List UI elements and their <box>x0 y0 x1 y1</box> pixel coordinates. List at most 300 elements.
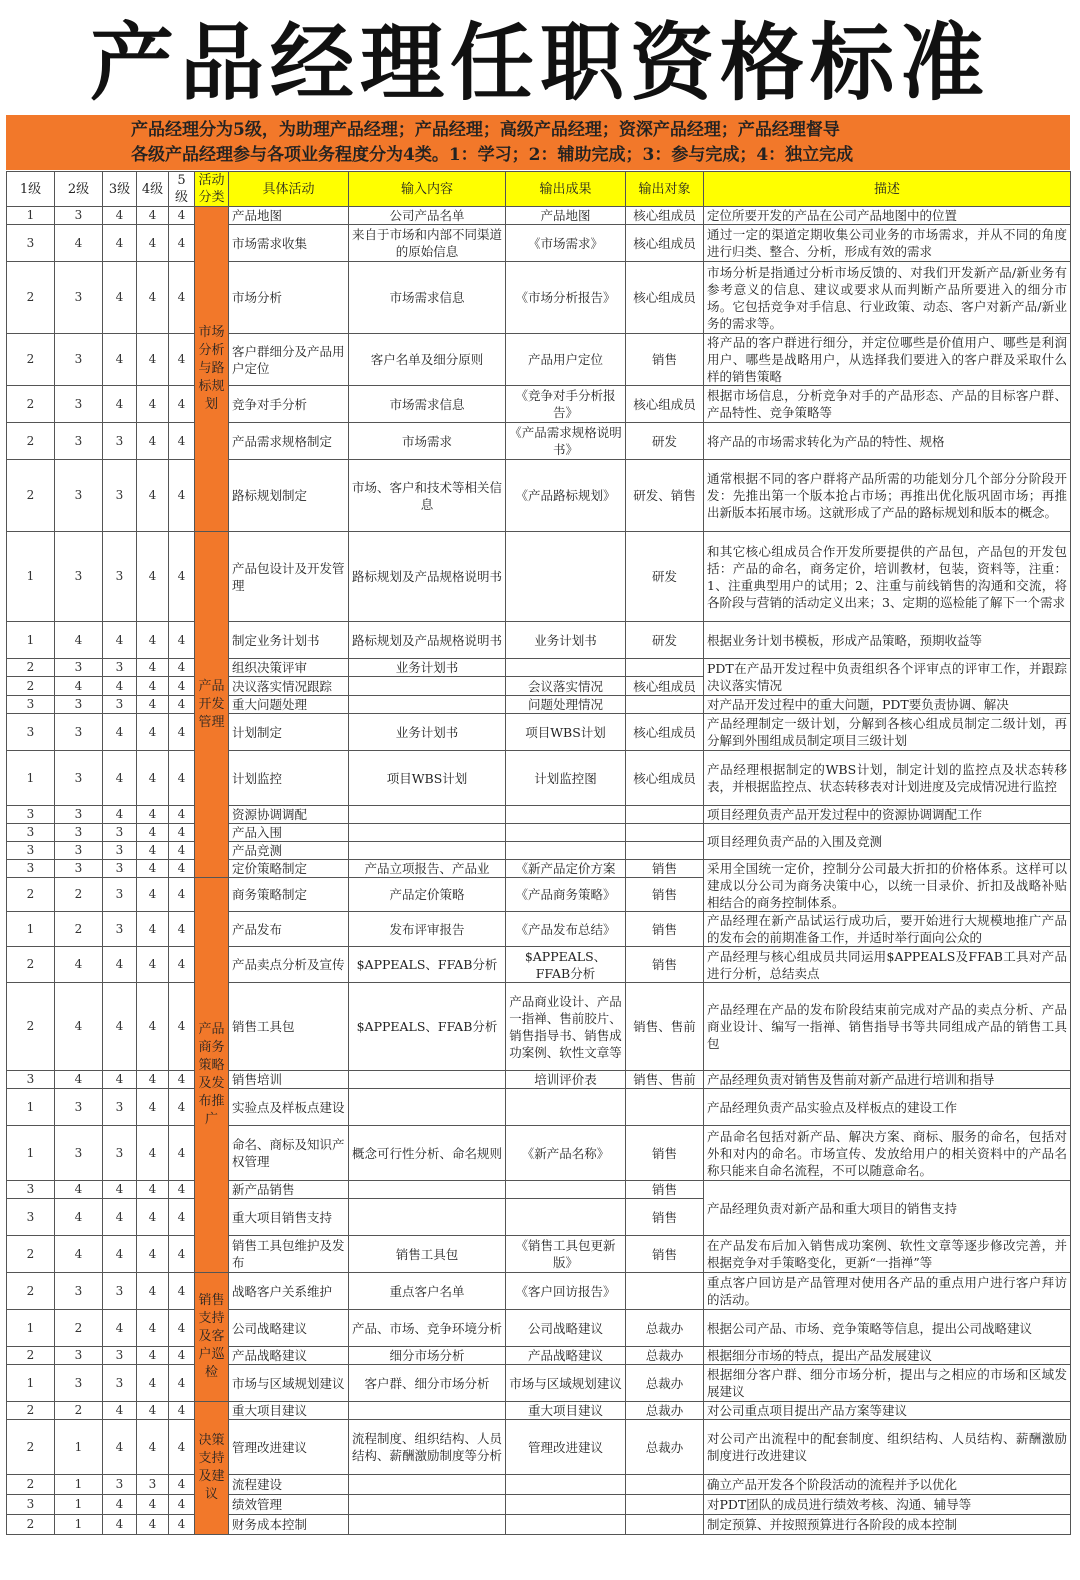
level-1-cell: 2 <box>7 460 55 532</box>
level-2-cell: 3 <box>55 1347 103 1365</box>
activity-cell: 市场需求收集 <box>229 225 349 262</box>
level-2-cell: 3 <box>55 1273 103 1310</box>
level-3-cell: 4 <box>103 1310 137 1347</box>
output-cell: 产品商业设计、产品一指禅、售前胶片、销售指导书、销售成功案例、软性文章等 <box>506 983 626 1071</box>
level-2-cell: 3 <box>55 860 103 878</box>
level-1-cell: 2 <box>7 1475 55 1495</box>
input-cell: 客户名单及细分原则 <box>349 334 506 386</box>
header-input: 输入内容 <box>349 172 506 207</box>
level-2-cell: 3 <box>55 714 103 751</box>
level-2-cell: 1 <box>55 1420 103 1475</box>
output-cell <box>506 659 626 677</box>
description-cell: 将产品的市场需求转化为产品的特性、规格 <box>704 423 1071 460</box>
description-cell: PDT在产品开发过程中负责组织各个评审点的评审工作，并跟踪决议落实情况 <box>704 659 1071 696</box>
level-4-cell: 4 <box>137 983 169 1071</box>
level-1-cell: 2 <box>7 1402 55 1420</box>
description-cell: 产品经理负责对新产品和重大项目的销售支持 <box>704 1181 1071 1236</box>
level-3-cell: 3 <box>103 912 137 947</box>
level-1-cell: 1 <box>7 622 55 659</box>
table-row <box>7 1273 1071 1310</box>
activity-cell: 销售工具包 <box>229 983 349 1071</box>
activity-cell: 竞争对手分析 <box>229 386 349 423</box>
level-3-cell: 4 <box>103 751 137 806</box>
header-target: 输出对象 <box>626 172 704 207</box>
description-cell: 根据公司产品、市场、竞争策略等信息，提出公司战略建议 <box>704 1310 1071 1347</box>
input-cell: 项目WBS计划 <box>349 751 506 806</box>
target-cell: 总裁办 <box>626 1402 704 1420</box>
table-row <box>7 1071 1071 1089</box>
header-output: 输出成果 <box>506 172 626 207</box>
level-4-cell: 4 <box>137 460 169 532</box>
level-4-cell: 4 <box>137 1495 169 1515</box>
output-cell: 《销售工具包更新版》 <box>506 1236 626 1273</box>
input-cell: 产品立项报告、产品业 <box>349 860 506 878</box>
target-cell: 销售 <box>626 878 704 912</box>
input-cell: 市场需求 <box>349 423 506 460</box>
target-cell: 销售 <box>626 334 704 386</box>
target-cell: 总裁办 <box>626 1365 704 1402</box>
output-cell <box>506 1515 626 1535</box>
level-5-cell: 4 <box>169 460 195 532</box>
activity-cell: 重大项目销售支持 <box>229 1199 349 1236</box>
level-2-cell: 3 <box>55 842 103 860</box>
level-1-cell: 1 <box>7 1365 55 1402</box>
description-cell: 重点客户回访是产品管理对使用各产品的重点用户进行客户拜访的活动。 <box>704 1273 1071 1310</box>
activity-cell: 定价策略制定 <box>229 860 349 878</box>
level-2-cell: 3 <box>55 262 103 334</box>
level-4-cell: 4 <box>137 878 169 912</box>
level-2-cell: 4 <box>55 1236 103 1273</box>
table-row <box>7 532 1071 622</box>
level-5-cell: 4 <box>169 225 195 262</box>
description-cell: 对公司重点项目提出产品方案等建议 <box>704 1402 1071 1420</box>
output-cell: 会议落实情况 <box>506 677 626 696</box>
target-cell: 销售、售前 <box>626 1071 704 1089</box>
description-cell: 制定预算、并按照预算进行各阶段的成本控制 <box>704 1515 1071 1535</box>
level-5-cell: 4 <box>169 1515 195 1535</box>
category-cell: 产品商务策略及发布推广 <box>195 878 229 1273</box>
level-3-cell: 4 <box>103 1495 137 1515</box>
level-1-cell: 2 <box>7 1273 55 1310</box>
input-cell: 市场需求信息 <box>349 262 506 334</box>
activity-cell: 产品发布 <box>229 912 349 947</box>
target-cell <box>626 1273 704 1310</box>
level-1-cell: 3 <box>7 225 55 262</box>
level-1-cell: 2 <box>7 262 55 334</box>
level-2-cell: 4 <box>55 1181 103 1199</box>
level-5-cell: 4 <box>169 860 195 878</box>
level-1-cell: 2 <box>7 1236 55 1273</box>
level-5-cell: 4 <box>169 842 195 860</box>
level-5-cell: 4 <box>169 1495 195 1515</box>
description-cell: 根据市场信息，分析竞争对手的产品形态、产品的目标客户群、产品特性、竞争策略等 <box>704 386 1071 423</box>
level-3-cell: 3 <box>103 1475 137 1495</box>
level-1-cell: 2 <box>7 677 55 696</box>
table-row <box>7 1402 1071 1420</box>
target-cell: 研发 <box>626 423 704 460</box>
input-cell: 来自于市场和内部不同渠道的原始信息 <box>349 225 506 262</box>
level-4-cell: 4 <box>137 696 169 714</box>
table-row <box>7 1089 1071 1126</box>
level-4-cell: 4 <box>137 912 169 947</box>
output-cell: 《产品发布总结》 <box>506 912 626 947</box>
level-1-cell: 3 <box>7 714 55 751</box>
level-5-cell: 4 <box>169 1199 195 1236</box>
level-1-cell: 1 <box>7 1126 55 1181</box>
level-4-cell: 4 <box>137 806 169 824</box>
description-cell: 将产品的客户群进行细分，并定位哪些是价值用户、哪些是利润用户、哪些是战略用户，从选择我们要进入的客户群及采取什么样的销售策略 <box>704 334 1071 386</box>
table-row <box>7 1515 1071 1535</box>
input-cell <box>349 824 506 842</box>
target-cell: 核心组成员 <box>626 386 704 423</box>
description-cell: 市场分析是指通过分析市场反馈的、对我们开发新产品/新业务有参考意义的信息、建议或要求从而判断产品所要进入的细分市场。它包括竞争对手信息、行业政策、动态、客户对新产品/新业务的需求等。 <box>704 262 1071 334</box>
level-5-cell: 4 <box>169 1420 195 1475</box>
description-cell: 确立产品开发各个阶段活动的流程并予以优化 <box>704 1475 1071 1495</box>
level-4-cell: 4 <box>137 677 169 696</box>
input-cell: 细分市场分析 <box>349 1347 506 1365</box>
input-cell: 发布评审报告 <box>349 912 506 947</box>
level-1-cell: 1 <box>7 207 55 225</box>
output-cell: 《新产品定价方案 <box>506 860 626 878</box>
table-row <box>7 1347 1071 1365</box>
level-5-cell: 4 <box>169 824 195 842</box>
input-cell: 公司产品名单 <box>349 207 506 225</box>
target-cell <box>626 1475 704 1495</box>
input-cell <box>349 1199 506 1236</box>
target-cell: 销售 <box>626 1181 704 1199</box>
target-cell: 核心组成员 <box>626 714 704 751</box>
level-2-cell: 4 <box>55 1199 103 1236</box>
header-activity: 具体活动 <box>229 172 349 207</box>
level-3-cell: 4 <box>103 714 137 751</box>
level-1-cell: 3 <box>7 824 55 842</box>
table-row <box>7 262 1071 334</box>
activity-cell: 决议落实情况跟踪 <box>229 677 349 696</box>
level-5-cell: 4 <box>169 386 195 423</box>
activity-cell: 产品战略建议 <box>229 1347 349 1365</box>
level-5-cell: 4 <box>169 806 195 824</box>
level-4-cell: 4 <box>137 1273 169 1310</box>
level-4-cell: 4 <box>137 1310 169 1347</box>
activity-cell: 重大问题处理 <box>229 696 349 714</box>
level-5-cell: 4 <box>169 677 195 696</box>
output-cell: 公司战略建议 <box>506 1310 626 1347</box>
output-cell <box>506 1089 626 1126</box>
target-cell: 销售 <box>626 860 704 878</box>
level-3-cell: 4 <box>103 1071 137 1089</box>
level-2-cell: 1 <box>55 1475 103 1495</box>
target-cell <box>626 842 704 860</box>
target-cell: 研发、销售 <box>626 460 704 532</box>
header-level-2: 2级 <box>55 172 103 207</box>
activity-cell: 产品地图 <box>229 207 349 225</box>
input-cell: 重点客户名单 <box>349 1273 506 1310</box>
level-3-cell: 4 <box>103 207 137 225</box>
intro-line-1: 产品经理分为5级，为助理产品经理；产品经理；高级产品经理；资深产品经理；产品经理督导 <box>131 120 840 140</box>
level-5-cell: 4 <box>169 1071 195 1089</box>
level-3-cell: 3 <box>103 1273 137 1310</box>
output-cell: 产品地图 <box>506 207 626 225</box>
description-cell: 定位所要开发的产品在公司产品地图中的位置 <box>704 207 1071 225</box>
category-cell: 决策支持及建议 <box>195 1402 229 1535</box>
level-1-cell: 3 <box>7 860 55 878</box>
level-3-cell: 3 <box>103 1089 137 1126</box>
table-row <box>7 1420 1071 1475</box>
level-5-cell: 4 <box>169 1126 195 1181</box>
qualification-table <box>6 171 1071 1535</box>
level-2-cell: 4 <box>55 225 103 262</box>
level-3-cell: 4 <box>103 1420 137 1475</box>
level-4-cell: 4 <box>137 1402 169 1420</box>
input-cell: 市场、客户和技术等相关信息 <box>349 460 506 532</box>
level-3-cell: 3 <box>103 878 137 912</box>
level-3-cell: 3 <box>103 860 137 878</box>
input-cell: 产品定价策略 <box>349 878 506 912</box>
level-4-cell: 4 <box>137 1089 169 1126</box>
target-cell: 销售 <box>626 912 704 947</box>
level-4-cell: 4 <box>137 947 169 983</box>
level-3-cell: 3 <box>103 842 137 860</box>
activity-cell: 流程建设 <box>229 1475 349 1495</box>
level-4-cell: 4 <box>137 262 169 334</box>
description-cell: 项目经理负责产品开发过程中的资源协调调配工作 <box>704 806 1071 824</box>
level-5-cell: 4 <box>169 878 195 912</box>
level-2-cell: 3 <box>55 1365 103 1402</box>
level-1-cell: 3 <box>7 1495 55 1515</box>
table-row <box>7 824 1071 842</box>
output-cell <box>506 824 626 842</box>
level-4-cell: 4 <box>137 334 169 386</box>
header-level-3: 3级 <box>103 172 137 207</box>
level-3-cell: 4 <box>103 1181 137 1199</box>
table-header-row <box>7 172 1071 207</box>
activity-cell: 财务成本控制 <box>229 1515 349 1535</box>
description-cell: 产品经理在产品的发布阶段结束前完成对产品的卖点分析、产品商业设计、编写一指禅、销售指导书等共同组成产品的销售工具包 <box>704 983 1071 1071</box>
activity-cell: 实验点及样板点建设 <box>229 1089 349 1126</box>
table-row <box>7 207 1071 225</box>
input-cell <box>349 1475 506 1495</box>
table-row <box>7 1495 1071 1515</box>
level-4-cell: 4 <box>137 622 169 659</box>
level-4-cell: 4 <box>137 714 169 751</box>
level-4-cell: 4 <box>137 1126 169 1181</box>
output-cell: 《产品商务策略》 <box>506 878 626 912</box>
output-cell: 项目WBS计划 <box>506 714 626 751</box>
output-cell: 《市场分析报告》 <box>506 262 626 334</box>
table-row <box>7 696 1071 714</box>
level-4-cell: 4 <box>137 824 169 842</box>
input-cell: 业务计划书 <box>349 714 506 751</box>
input-cell <box>349 842 506 860</box>
level-4-cell: 4 <box>137 1071 169 1089</box>
input-cell: $APPEALS、FFAB分析 <box>349 947 506 983</box>
table-row <box>7 947 1071 983</box>
level-4-cell: 4 <box>137 1420 169 1475</box>
level-5-cell: 4 <box>169 1310 195 1347</box>
activity-cell: 计划制定 <box>229 714 349 751</box>
target-cell: 销售 <box>626 947 704 983</box>
output-cell <box>506 532 626 622</box>
level-2-cell: 3 <box>55 824 103 842</box>
level-1-cell: 2 <box>7 947 55 983</box>
level-5-cell: 4 <box>169 947 195 983</box>
level-2-cell: 4 <box>55 983 103 1071</box>
input-cell: 路标规划及产品规格说明书 <box>349 622 506 659</box>
table-row <box>7 714 1071 751</box>
target-cell: 核心组成员 <box>626 751 704 806</box>
header-description: 描述 <box>704 172 1071 207</box>
activity-cell: 产品卖点分析及宣传 <box>229 947 349 983</box>
target-cell: 总裁办 <box>626 1420 704 1475</box>
category-cell: 产品开发管理 <box>195 532 229 878</box>
output-cell <box>506 806 626 824</box>
description-cell: 和其它核心组成员合作开发所要提供的产品包，产品包的开发包括：产品的命名，商务定价，培训教材，包装，资料等，注重：1、注重典型用户的试用；2、注重与前线销售的沟通和交流，将各阶段与营销的活动定义出来；3、定期的巡检能了解下一个需求 <box>704 532 1071 622</box>
level-3-cell: 3 <box>103 460 137 532</box>
level-3-cell: 3 <box>103 423 137 460</box>
table-row <box>7 423 1071 460</box>
input-cell <box>349 1181 506 1199</box>
level-3-cell: 3 <box>103 532 137 622</box>
input-cell: $APPEALS、FFAB分析 <box>349 983 506 1071</box>
level-5-cell: 4 <box>169 1273 195 1310</box>
table-row <box>7 225 1071 262</box>
output-cell: $APPEALS、FFAB分析 <box>506 947 626 983</box>
target-cell: 研发 <box>626 532 704 622</box>
activity-cell: 销售培训 <box>229 1071 349 1089</box>
level-3-cell: 4 <box>103 334 137 386</box>
table-row <box>7 912 1071 947</box>
level-4-cell: 4 <box>137 225 169 262</box>
level-4-cell: 4 <box>137 1347 169 1365</box>
description-cell: 通过一定的渠道定期收集公司业务的市场需求，并从不同的角度进行归类、整合、分析，形成有效的需求 <box>704 225 1071 262</box>
target-cell <box>626 1495 704 1515</box>
description-cell: 在产品发布后加入销售成功案例、软性文章等逐步修改完善，并根据竞争对手策略变化，更新“一指禅”等 <box>704 1236 1071 1273</box>
target-cell: 研发 <box>626 622 704 659</box>
level-5-cell: 4 <box>169 262 195 334</box>
output-cell <box>506 1181 626 1199</box>
input-cell: 业务计划书 <box>349 659 506 677</box>
table-row <box>7 460 1071 532</box>
output-cell: 培训评价表 <box>506 1071 626 1089</box>
output-cell: 重大项目建议 <box>506 1402 626 1420</box>
input-cell: 产品、市场、竞争环境分析 <box>349 1310 506 1347</box>
level-2-cell: 4 <box>55 1071 103 1089</box>
header-level-4: 4级 <box>137 172 169 207</box>
output-cell: 《产品需求规格说明书》 <box>506 423 626 460</box>
level-3-cell: 3 <box>103 696 137 714</box>
output-cell: 《客户回访报告》 <box>506 1273 626 1310</box>
activity-cell: 重大项目建议 <box>229 1402 349 1420</box>
level-1-cell: 3 <box>7 806 55 824</box>
target-cell: 总裁办 <box>626 1310 704 1347</box>
level-4-cell: 4 <box>137 1236 169 1273</box>
input-cell <box>349 1515 506 1535</box>
level-4-cell: 4 <box>137 532 169 622</box>
target-cell <box>626 659 704 677</box>
level-3-cell: 3 <box>103 1126 137 1181</box>
target-cell: 销售 <box>626 1126 704 1181</box>
level-1-cell: 2 <box>7 1347 55 1365</box>
level-2-cell: 1 <box>55 1495 103 1515</box>
level-3-cell: 4 <box>103 1402 137 1420</box>
level-4-cell: 4 <box>137 1199 169 1236</box>
level-3-cell: 3 <box>103 1347 137 1365</box>
level-2-cell: 4 <box>55 677 103 696</box>
level-2-cell: 1 <box>55 1515 103 1535</box>
level-1-cell: 2 <box>7 423 55 460</box>
level-1-cell: 2 <box>7 334 55 386</box>
activity-cell: 新产品销售 <box>229 1181 349 1199</box>
level-4-cell: 3 <box>137 1475 169 1495</box>
level-5-cell: 4 <box>169 912 195 947</box>
level-1-cell: 1 <box>7 1310 55 1347</box>
output-cell <box>506 1475 626 1495</box>
activity-cell: 管理改进建议 <box>229 1420 349 1475</box>
level-5-cell: 4 <box>169 1365 195 1402</box>
output-cell <box>506 842 626 860</box>
level-5-cell: 4 <box>169 1347 195 1365</box>
target-cell <box>626 1089 704 1126</box>
input-cell: 销售工具包 <box>349 1236 506 1273</box>
output-cell: 《竞争对手分析报告》 <box>506 386 626 423</box>
output-cell: 产品战略建议 <box>506 1347 626 1365</box>
output-cell <box>506 1199 626 1236</box>
level-2-cell: 3 <box>55 806 103 824</box>
level-5-cell: 4 <box>169 659 195 677</box>
description-cell: 采用全国统一定价，控制分公司最大折扣的价格体系。这样可以建成以分公司为商务决策中心，以统一目录价、折扣及战略补贴相结合的商务控制体系。 <box>704 860 1071 912</box>
level-3-cell: 4 <box>103 677 137 696</box>
level-5-cell: 4 <box>169 334 195 386</box>
output-cell: 计划监控图 <box>506 751 626 806</box>
level-5-cell: 4 <box>169 1236 195 1273</box>
input-cell: 概念可行性分析、命名规则 <box>349 1126 506 1181</box>
output-cell: 《产品路标规划》 <box>506 460 626 532</box>
activity-cell: 组织决策评审 <box>229 659 349 677</box>
activity-cell: 产品竞测 <box>229 842 349 860</box>
table-row <box>7 622 1071 659</box>
output-cell: 产品用户定位 <box>506 334 626 386</box>
output-cell: 业务计划书 <box>506 622 626 659</box>
input-cell <box>349 696 506 714</box>
description-cell: 产品经理在新产品试运行成功后，要开始进行大规模地推广产品的发布会的前期准备工作，并适时举行面向公众的 <box>704 912 1071 947</box>
input-cell <box>349 677 506 696</box>
description-cell: 根据业务计划书模板，形成产品策略，预期收益等 <box>704 622 1071 659</box>
target-cell <box>626 1515 704 1535</box>
target-cell <box>626 824 704 842</box>
input-cell: 客户群、细分市场分析 <box>349 1365 506 1402</box>
category-cell: 市场分析与路标规划 <box>195 207 229 532</box>
level-4-cell: 4 <box>137 1365 169 1402</box>
table-row <box>7 983 1071 1071</box>
level-4-cell: 4 <box>137 1181 169 1199</box>
level-4-cell: 4 <box>137 659 169 677</box>
target-cell: 核心组成员 <box>626 262 704 334</box>
description-cell: 产品经理根据制定的WBS计划，制定计划的监控点及状态转移表，并根据监控点、状态转移表对计划进度及完成情况进行监控 <box>704 751 1071 806</box>
level-1-cell: 2 <box>7 1420 55 1475</box>
level-1-cell: 1 <box>7 532 55 622</box>
table-row <box>7 1181 1071 1199</box>
description-cell: 根据细分市场的特点，提出产品发展建议 <box>704 1347 1071 1365</box>
description-cell: 产品命名包括对新产品、解决方案、商标、服务的命名，包括对外和对内的命名。市场宣传、发放给用户的相关资料中的产品名称只能来自命名流程，不可以随意命名。 <box>704 1126 1071 1181</box>
level-1-cell: 2 <box>7 983 55 1071</box>
table-row <box>7 806 1071 824</box>
activity-cell: 产品需求规格制定 <box>229 423 349 460</box>
header-level-1: 1级 <box>7 172 55 207</box>
level-5-cell: 4 <box>169 714 195 751</box>
output-cell: 管理改进建议 <box>506 1420 626 1475</box>
table-row <box>7 386 1071 423</box>
page-title: 产品经理任职资格标准 <box>89 13 990 112</box>
